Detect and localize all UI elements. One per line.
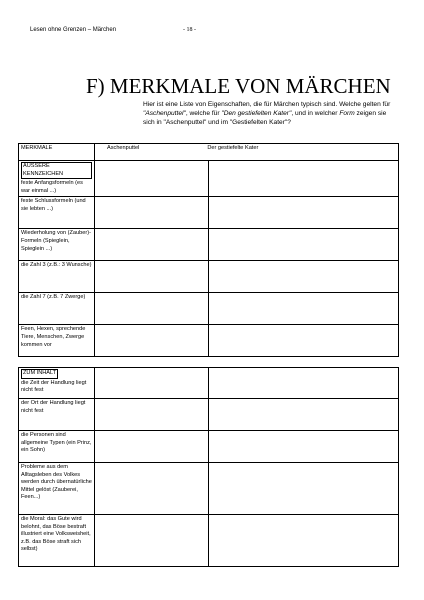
header-titles: [95, 144, 399, 161]
answer-cell[interactable]: [95, 463, 209, 515]
intro-emphasis-1: "Aschenputtel": [143, 110, 186, 117]
feature-row: [19, 399, 95, 431]
intro-part-3: , und in welcher: [291, 110, 340, 117]
page-title: F) MERKMALE VON MÄRCHEN: [86, 74, 391, 98]
answer-cell[interactable]: [209, 161, 399, 197]
answer-cell[interactable]: [209, 261, 399, 293]
feature-row: [19, 197, 95, 229]
features-table-content: [18, 367, 399, 567]
answer-cell[interactable]: [209, 399, 399, 431]
intro-emphasis-2: "Den gestiefelten Kater": [221, 110, 292, 117]
feature-label: die Zeit der Handlung liegt nicht fest: [21, 379, 87, 394]
running-header: Lesen ohne Grenzen – Märchen: [30, 27, 117, 33]
feature-label: die Zahl 3 (z.B.: 3 Wunsche): [21, 262, 92, 269]
feature-row: [19, 325, 95, 357]
feature-row: [19, 431, 95, 463]
answer-cell[interactable]: [209, 431, 399, 463]
answer-cell[interactable]: [209, 229, 399, 261]
answer-cell[interactable]: [209, 325, 399, 357]
answer-cell[interactable]: [95, 515, 209, 567]
feature-row: [19, 293, 95, 325]
feature-row: [19, 463, 95, 515]
intro-emphasis-3: Form: [339, 110, 355, 117]
header-merkmale: MERKMALE: [19, 144, 95, 161]
answer-cell[interactable]: [209, 293, 399, 325]
feature-label: Feen, Hexen, sprechende Tiere, Menschen, Zwerge kommen vor: [21, 326, 86, 348]
feature-label: feste Schlussformeln (und sie lebten ...): [21, 198, 86, 212]
intro-text: [143, 100, 399, 127]
feature-label: Wiederholung von (Zauber)-Formeln (Spieglein, Spieglein ...): [21, 230, 91, 252]
answer-cell[interactable]: [209, 368, 399, 399]
feature-label: der Ort der Handlung liegt nicht fest: [21, 400, 86, 414]
answer-cell[interactable]: [209, 197, 399, 229]
answer-cell[interactable]: [95, 368, 209, 399]
feature-row: [19, 368, 95, 399]
section-label-content: ZUM INHALT: [21, 369, 58, 379]
answer-cell[interactable]: [209, 515, 399, 567]
feature-label: die Zahl 7 (z.B. 7 Zwerge): [21, 294, 86, 301]
page-number: - 18 -: [183, 27, 196, 33]
feature-label: die Moral: das Gute wird belohnt, das Böse bestraft illustriert eine Volksweisheit, z.B. das Böse straft sich selbst): [21, 516, 91, 553]
section-label-outer: ÄUSSERE KENNZEICHEN: [21, 162, 92, 179]
answer-cell[interactable]: [95, 261, 209, 293]
intro-part-1: Hier ist eine Liste von Eigenschaften, die für Märchen typisch sind. Welche gelten für: [143, 101, 391, 108]
header-kater: Der gestiefelte Kater: [207, 145, 259, 151]
answer-cell[interactable]: [95, 325, 209, 357]
intro-part-2: , welche für: [185, 110, 222, 117]
header-aschenputtel: Aschenputtel: [107, 145, 140, 151]
feature-row: [19, 161, 95, 197]
intro-part-4: zeigen sie sich in "Aschenputtel" und im "Gestiefelten Kater"?: [143, 110, 387, 126]
feature-label: feste Anfangsformeln (es war einmal ...): [21, 180, 83, 194]
feature-row: [19, 229, 95, 261]
answer-cell[interactable]: [95, 229, 209, 261]
feature-row: [19, 261, 95, 293]
answer-cell[interactable]: [209, 463, 399, 515]
answer-cell[interactable]: [95, 293, 209, 325]
answer-cell[interactable]: [95, 399, 209, 431]
answer-cell[interactable]: [95, 161, 209, 197]
features-table-outer: [18, 143, 399, 357]
feature-row: [19, 515, 95, 567]
feature-label: die Personen sind allgemeine Typen (ein Prinz, ein Sohn): [21, 432, 92, 454]
feature-label: Probleme aus dem Alltagsleben des Volkes werden durch übernatürliche Mittel gelöst (Zauberei, Feen...): [21, 464, 92, 501]
answer-cell[interactable]: [95, 197, 209, 229]
answer-cell[interactable]: [95, 431, 209, 463]
